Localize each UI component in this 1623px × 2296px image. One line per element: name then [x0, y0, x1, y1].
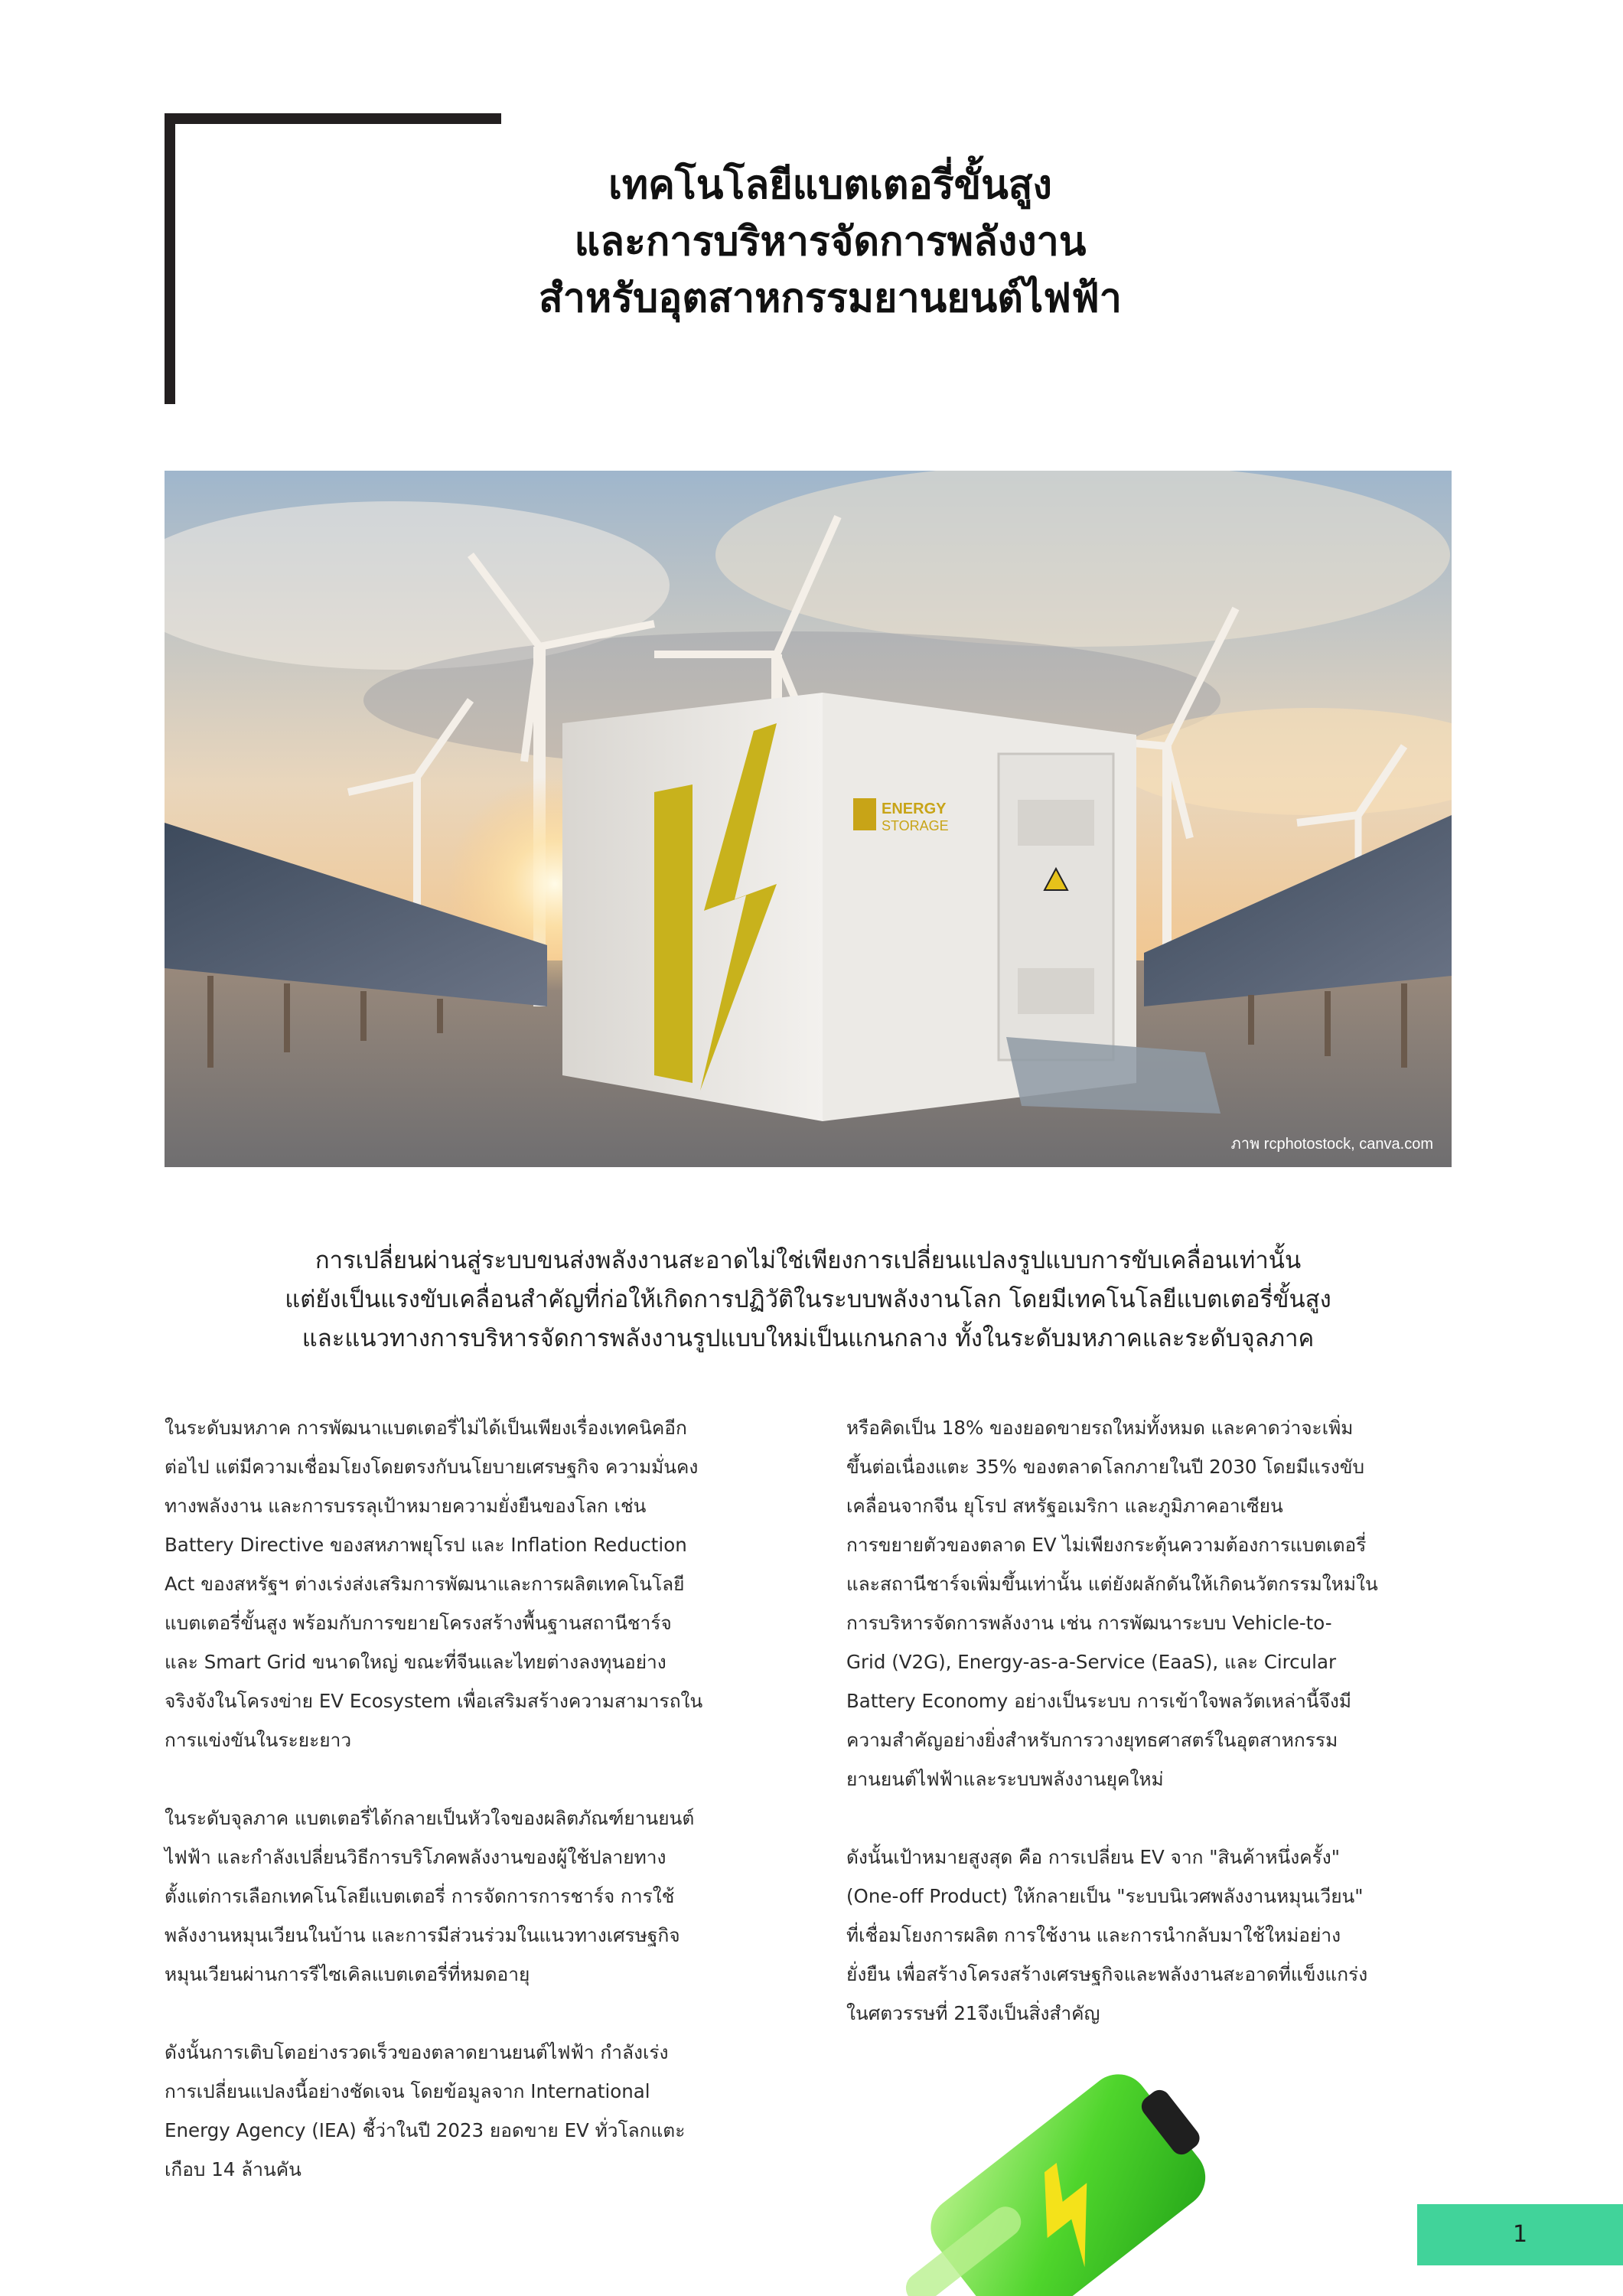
- text-line: ดังนั้นการเติบโตอย่างรวดเร็วของตลาดยานยนต์ไฟฟ้า กำลังเร่ง: [165, 2041, 669, 2063]
- text-line: ในระดับจุลภาค แบตเตอรี่ได้กลายเป็นหัวใจของผลิตภัณฑ์ยานยนต์: [165, 1807, 695, 1829]
- text-line: พลังงานหมุนเวียนในบ้าน และการมีส่วนร่วมในแนวทางเศรษฐกิจ: [165, 1924, 680, 1946]
- hero-image: [165, 471, 1452, 1167]
- container-logo-icon: [853, 798, 876, 830]
- text-line: และสถานีชาร์จเพิ่มขึ้นเท่านั้น แต่ยังผลักดันให้เกิดนวัตกรรมใหม่ใน: [846, 1573, 1378, 1595]
- page-number-box: [1417, 2204, 1623, 2265]
- text-line: และ Smart Grid ขนาดใหญ่ ขณะที่จีนและไทยต่างลงทุนอย่าง: [165, 1651, 666, 1673]
- text-line: ดังนั้นเป้าหมายสูงสุด คือ การเปลี่ยน EV จาก "สินค้าหนึ่งครั้ง": [846, 1846, 1341, 1868]
- text-line: เกือบ 14 ล้านคัน: [165, 2158, 301, 2180]
- intro-line: แต่ยังเป็นแรงขับเคลื่อนสำคัญที่ก่อให้เกิดการปฏิวัติในระบบพลังงานโลก โดยมีเทคโนโลยีแบตเตอรี่ขั้นสูง: [285, 1286, 1331, 1313]
- energy-storage-illustration: [165, 471, 1452, 1167]
- text-line: จริงจังในโครงข่าย EV Ecosystem เพื่อเสริมสร้างความสามารถใน: [165, 1690, 703, 1712]
- text-line: ยานยนต์ไฟฟ้าและระบบพลังงานยุคใหม่: [846, 1768, 1164, 1790]
- text-line: ไฟฟ้า และกำลังเปลี่ยนวิธีการบริโภคพลังงานของผู้ใช้ปลายทาง: [165, 1846, 666, 1868]
- text-line: ในระดับมหภาค การพัฒนาแบตเตอรี่ไม่ได้เป็นเพียงเรื่องเทคนิคอีก: [165, 1417, 687, 1439]
- text-line: Grid (V2G), Energy-as-a-Service (EaaS), และ Circular: [846, 1651, 1337, 1673]
- text-line: Battery Directive ของสหภาพยุโรป และ Inflation Reduction: [165, 1534, 687, 1556]
- text-line: เคลื่อนจากจีน ยุโรป สหรัฐอเมริกา และภูมิภาคอาเซียน: [846, 1495, 1283, 1517]
- photo-credit: ภาพ rcphotostock, canva.com: [1230, 1136, 1433, 1153]
- text-line: ต่อไป แต่มีความเชื่อมโยงโดยตรงกับนโยบายเศรษฐกิจ ความมั่นคง: [165, 1456, 699, 1478]
- cloud: [715, 471, 1450, 647]
- text-line: หมุนเวียนผ่านการรีไซเคิลแบตเตอรี่ที่หมดอายุ: [165, 1963, 530, 1985]
- text-line: หรือคิดเป็น 18% ของยอดขายรถใหม่ทั้งหมด และคาดว่าจะเพิ่ม: [846, 1417, 1354, 1439]
- text-line: ขึ้นต่อเนื่องแตะ 35% ของตลาดโลกภายในปี 2030 โดยมีแรงขับ: [846, 1456, 1365, 1478]
- right-column: [846, 1408, 1451, 2072]
- title-line-3: สำหรับอุตสาหกรรมยานยนต์ไฟฟ้า: [539, 276, 1122, 321]
- frame-corner-vertical: [165, 113, 175, 404]
- intro-line: และแนวทางการบริหารจัดการพลังงานรูปแบบใหม่เป็นแกนกลาง ทั้งในระดับมหภาคและระดับจุลภาค: [301, 1325, 1315, 1352]
- text-line: ที่เชื่อมโยงการผลิต การใช้งาน และการนำกลับมาใช้ใหม่อย่าง: [846, 1924, 1341, 1946]
- door-vent: [1018, 968, 1094, 1014]
- page-number: 1: [1512, 2221, 1528, 2248]
- left-paragraph-2: [165, 1799, 769, 1994]
- text-line: ยั่งยืน เพื่อสร้างโครงสร้างเศรษฐกิจและพลังงานสะอาดที่แข็งแกร่ง: [846, 1963, 1368, 1985]
- container-stripe: [654, 784, 693, 1083]
- text-line: Battery Economy อย่างเป็นระบบ การเข้าใจพลวัตเหล่านี้จึงมี: [846, 1690, 1352, 1712]
- right-paragraph-2: [846, 1838, 1451, 2033]
- title-line-1: เทคโนโลยีแบตเตอรี่ขั้นสูง: [608, 162, 1052, 208]
- title-line-2: และการบริหารจัดการพลังงาน: [574, 219, 1087, 265]
- container-label-1: ENERGY: [882, 801, 947, 817]
- frame-corner-horizontal: [165, 113, 501, 124]
- text-line: Act ของสหรัฐฯ ต่างเร่งส่งเสริมการพัฒนาและการผลิตเทคโนโลยี: [165, 1573, 685, 1595]
- right-paragraph-1: [846, 1408, 1451, 1799]
- left-paragraph-3: [165, 2033, 769, 2189]
- left-column: [165, 1408, 769, 2228]
- text-line: การเปลี่ยนแปลงนี้อย่างชัดเจน โดยข้อมูลจาก International: [165, 2080, 650, 2102]
- text-line: ในศตวรรษที่ 21จึงเป็นสิ่งสำคัญ: [846, 2002, 1100, 2024]
- text-line: ความสำคัญอย่างยิ่งสำหรับการวางยุทธศาสตร์ในอุตสาหกรรม: [846, 1729, 1338, 1751]
- text-line: ตั้งแต่การเลือกเทคโนโลยีแบตเตอรี่ การจัดการการชาร์จ การใช้: [165, 1885, 675, 1907]
- container-label-2: STORAGE: [882, 818, 949, 833]
- battery-illustration: [880, 2020, 1232, 2296]
- door-vent: [1018, 800, 1094, 846]
- left-paragraph-1: [165, 1408, 769, 1760]
- text-line: การแข่งขันในระยะยาว: [165, 1729, 352, 1751]
- text-line: Energy Agency (IEA) ชี้ว่าในปี 2023 ยอดขาย EV ทั่วโลกแตะ: [165, 2119, 686, 2141]
- text-line: ทางพลังงาน และการบรรลุเป้าหมายความยั่งยืนของโลก เช่น: [165, 1495, 647, 1517]
- text-line: การบริหารจัดการพลังงาน เช่น การพัฒนาระบบ Vehicle-to-: [846, 1612, 1332, 1634]
- intro-line: การเปลี่ยนผ่านสู่ระบบขนส่งพลังงานสะอาดไม่ใช่เพียงการเปลี่ยนแปลงรูปแบบการขับเคลื่อนเท่านั้น: [314, 1247, 1302, 1274]
- text-line: แบตเตอรี่ขั้นสูง พร้อมกับการขยายโครงสร้างพื้นฐานสถานีชาร์จ: [165, 1612, 672, 1634]
- intro-paragraph: [165, 1241, 1452, 1358]
- page-title: [199, 157, 1462, 327]
- text-line: (One-off Product) ให้กลายเป็น "ระบบนิเวศพลังงานหมุนเวียน": [846, 1885, 1364, 1907]
- text-line: การขยายตัวของตลาด EV ไม่เพียงกระตุ้นความต้องการแบตเตอรี่: [846, 1534, 1367, 1556]
- battery-icon: [880, 2020, 1232, 2296]
